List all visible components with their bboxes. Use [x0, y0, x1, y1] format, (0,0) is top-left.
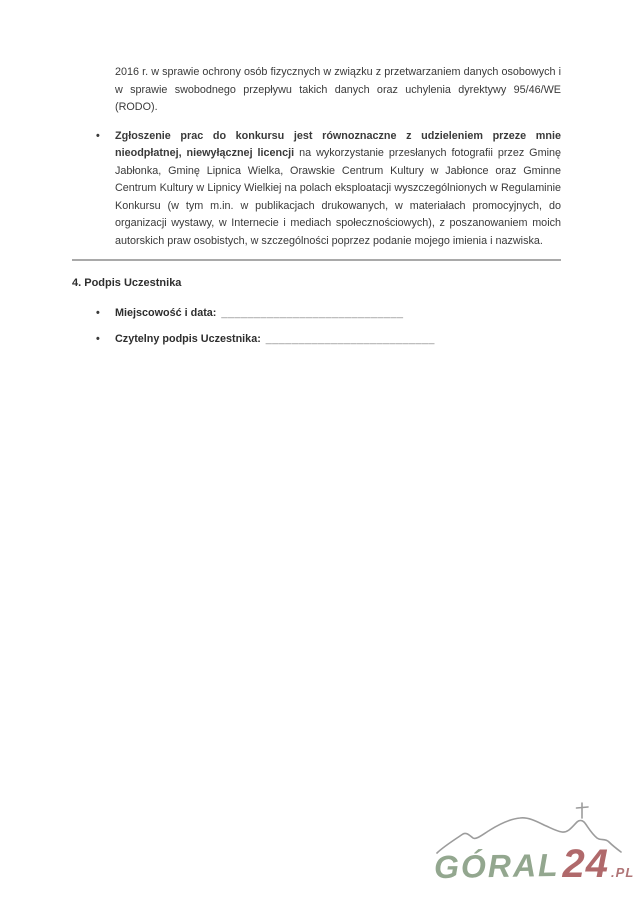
- signature-blank-line: ____________________________: [221, 306, 404, 319]
- bullet-icon: •: [96, 332, 100, 345]
- logo-word-goral: GÓRAL: [433, 846, 560, 886]
- goral24-logo: [432, 792, 635, 890]
- intro-paragraph: 2016 r. w sprawie ochrony osób fizycznych w związku z przetwarzaniem danych osobowych i w sprawie swobodnego przepływu takich danych oraz uchylenia dyrektywy 95/46/WE (RODO).: [115, 66, 561, 113]
- signature-label: Miejscowość i data:: [115, 306, 217, 319]
- license-bullet-text: [115, 128, 561, 251]
- section-divider: [72, 259, 561, 261]
- bullet-icon: •: [96, 306, 100, 319]
- signature-label: Czytelny podpis Uczestnika:: [115, 332, 261, 345]
- signature-field-place-date: [72, 304, 561, 322]
- logo-tld-pl: .PL: [611, 865, 635, 880]
- signature-blank-line: __________________________: [265, 332, 435, 345]
- license-bullet-item: [72, 128, 561, 251]
- document-content: [72, 64, 561, 348]
- logo-wordmark: [434, 842, 634, 887]
- logo-number-24: 24: [562, 842, 610, 886]
- bullet-icon: •: [96, 129, 100, 142]
- section-heading-podpis: 4. Podpis Uczestnika: [72, 277, 182, 289]
- license-bold-text: Zgłoszenie prac do konkursu jest równoznaczne z udzieleniem przeze mnie nieodpłatnej, niewyłącznej licencji: [115, 129, 561, 159]
- license-normal-text: na wykorzystanie przesłanych fotografii przez Gminę Jabłonka, Gminę Lipnica Wielka, Orawskie Centrum Kultury w Jabłonce oraz Gminne Centrum Kultury w Lipnicy Wielkiej na polach eksploatacji wyszczególnionych w Regulaminie Konkursu (w tym m.in. w publikacjach drukowanych, w materiałach promocyjnych, do organizacji wystawy, w Internecie i mediach społecznościowych), z poszanowaniem moich autorskich praw osobistych, w szczególności poprzez podanie mojego imienia i nazwiska.: [115, 147, 561, 247]
- signature-field-readable-signature: [72, 330, 561, 348]
